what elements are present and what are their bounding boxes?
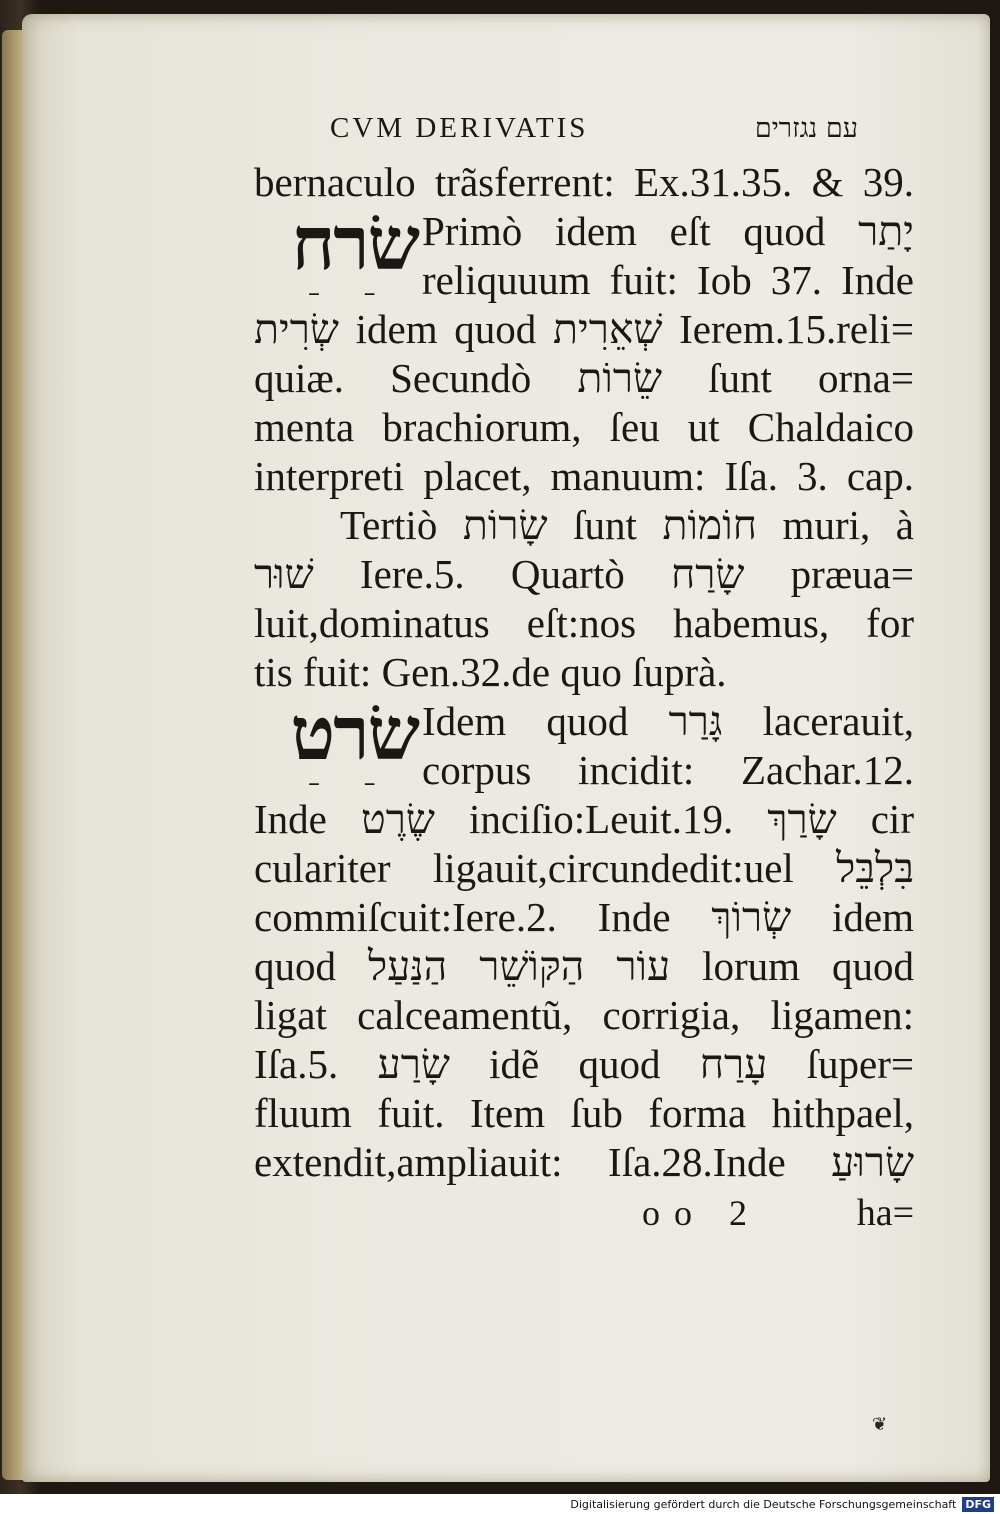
dfg-logo-icon: DFG xyxy=(962,1497,994,1512)
text-line: Tertiò שָׂרוֹת ſunt חוֹמוֹת muri, à xyxy=(340,502,914,548)
headword-marks: – – xyxy=(308,279,394,307)
entry-headword: שׂרח xyxy=(291,201,418,287)
entry-side-lines xyxy=(422,697,914,795)
entry-shin-resh-tet xyxy=(254,691,914,797)
text-line: ligat calceamentũ, corrigia, ligamen: xyxy=(254,992,914,1038)
text-line: corpus incidit: Zachar.12. xyxy=(422,747,914,793)
text-line: reliquuum fuit: Iob 37. Inde xyxy=(422,257,914,303)
running-head xyxy=(254,112,914,158)
text-line: שְׂרִית idem quod שְׁאֵרִית Ierem.15.reli= xyxy=(254,306,914,352)
catchword: ha= xyxy=(856,1192,914,1234)
text-block xyxy=(254,112,914,1239)
credit-text: Digitalisierung gefördert durch die Deutsche Forschungsgemeinschaft xyxy=(570,1497,957,1511)
running-head-latin: CVM DERIVATIS xyxy=(330,112,589,144)
text-line: quod עוֹר הַקּוֹשֵׁר הַנַּעַל lorum quod xyxy=(254,943,914,989)
text-line: שׁוּר Iere.5. Quartò שָׂרַח præua= xyxy=(254,551,914,597)
text-line: luit,dominatus eſt:nos habemus, for xyxy=(254,600,914,646)
page-footer xyxy=(254,1187,914,1239)
running-head-hebrew: עם נגזרים xyxy=(754,113,858,144)
text-line: tis fuit: Gen.32.de quo ſuprà. xyxy=(254,649,727,695)
text-line: bernaculo trãsferrent: Ex.31.35. & 39. xyxy=(254,159,914,205)
ornament-icon: ❦ xyxy=(872,1414,888,1434)
entry-headword: שׂרט xyxy=(290,691,418,777)
digitization-credit-bar xyxy=(0,1494,1000,1514)
signature-mark: oo 2 xyxy=(642,1193,761,1233)
text-line: extendit,ampliauit: Iſa.28.Inde שָׂרוּעַ xyxy=(254,1139,914,1185)
text-line: Idem quod גָּרַר lacerauit, xyxy=(422,698,914,744)
text-line: fluum fuit. Item ſub forma hithpael, xyxy=(254,1090,914,1136)
entry-side-lines xyxy=(422,207,914,305)
entry-shin-resh-het xyxy=(254,201,914,307)
text-line: Primò idem eſt quod יָתַר xyxy=(422,208,914,254)
text-line: culariter ligauit,circundedit:uel בִּלְבֵּל xyxy=(254,845,914,891)
headword-block xyxy=(254,201,422,307)
text-line: commiſcuit:Iere.2. Inde שְׂרוֹךְ idem xyxy=(254,894,914,940)
text-line: menta brachiorum, ſeu ut Chaldaico xyxy=(254,404,914,450)
text-line: Inde שֶׂרֶט inciſio:Leuit.19. שָׂרַךְ cir xyxy=(254,796,914,842)
text-line: interpreti placet, manuum: Iſa. 3. cap. xyxy=(254,453,914,499)
text-line: Iſa.5. שָׂרַע idẽ quod עָרַח ſuper= xyxy=(254,1041,914,1087)
headword-block xyxy=(254,691,422,797)
text-line: quiæ. Secundò שֵׂרוֹת ſunt orna= xyxy=(254,355,914,401)
headword-marks: – – xyxy=(308,769,394,797)
